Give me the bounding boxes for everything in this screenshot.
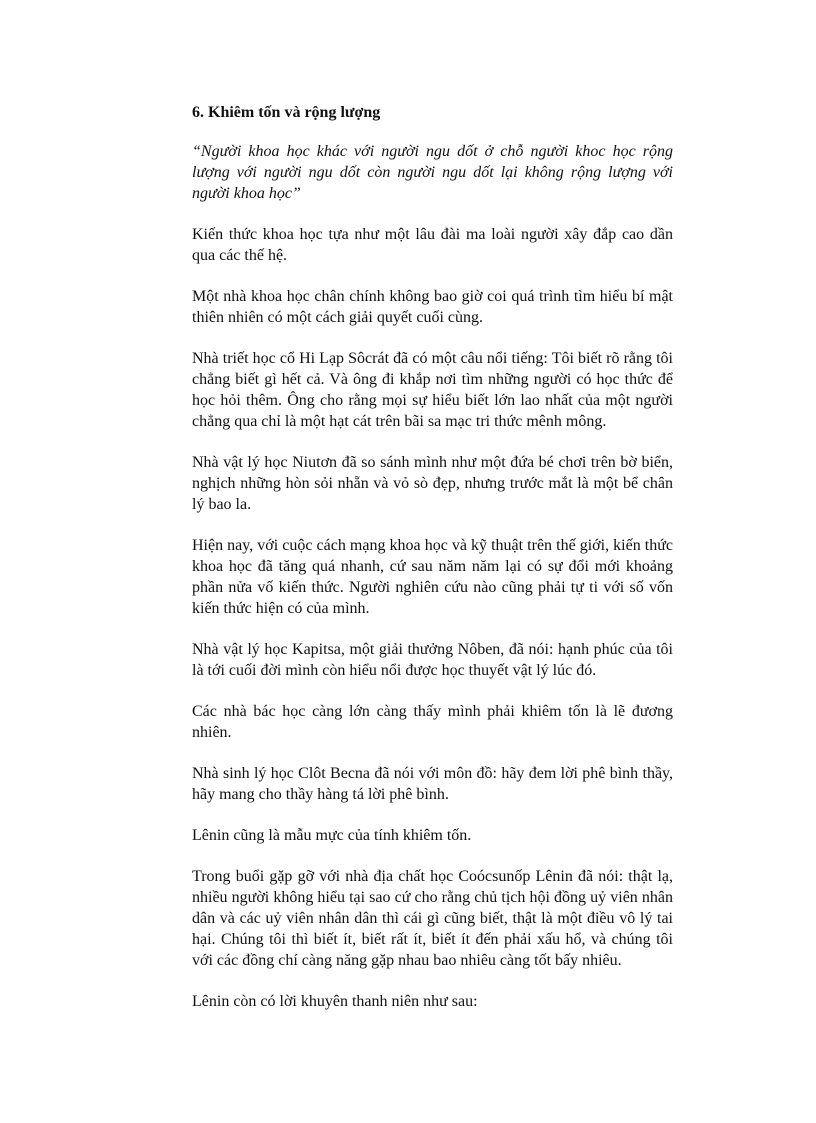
paragraph: Nhà triết học cổ Hi Lạp Sôcrát đã có một câu nổi tiếng: Tôi biết rõ rằng tôi chẳng biết gì hết cả. Và ông đi khắp nơi tìm những người có học thức để học hỏi thêm. Ông cho rằng mọi sự hiểu biết lớn lao nhất của một người chẳng qua chỉ là một hạt cát trên bãi sa mạc tri thức mênh mông.	[192, 350, 673, 430]
document-page	[192, 102, 673, 1032]
epigraph-quote: “Người khoa học khác với người ngu dốt ở chỗ người khoc học rộng lượng với người ngu dốt còn người ngu dốt lại không rộng lượng với người khoa học”	[192, 143, 673, 202]
paragraph: Các nhà bác học càng lớn càng thấy mình phải khiêm tốn là lẽ đương nhiên.	[192, 703, 673, 741]
paragraph: Hiện nay, với cuộc cách mạng khoa học và kỹ thuật trên thế giới, kiến thức khoa học đã tăng quá nhanh, cứ sau năm năm lại có sự đổi mới khoảng phần nửa vố kiến thức. Người nghiên cứu nào cũng phải tự ti với số vốn kiến thức hiện có của mình.	[192, 537, 673, 617]
paragraph: Kiến thức khoa học tựa như một lâu đài ma loài người xây đắp cao dần qua các thế hệ.	[192, 226, 673, 264]
paragraph: Lênin cũng là mẫu mực của tính khiêm tốn.	[192, 827, 472, 844]
paragraph: Trong buổi gặp gỡ với nhà địa chất học Coócsunốp Lênin đã nói: thật lạ, nhiều người không hiểu tại sao cứ cho rằng chủ tịch hội đồng uỷ viên nhân dân và các uỷ viên nhân dân thì cái gì cũng biết, thật là một điều vô lý tai hại. Chúng tôi thì biết ít, biết rất ít, biết ít đến phải xấu hổ, và chúng tôi với các đồng chí càng năng gặp nhau bao nhiêu càng tốt bấy nhiêu.	[192, 868, 673, 969]
section-heading: 6. Khiêm tốn và rộng lượng	[192, 104, 381, 121]
paragraph: Nhà sinh lý học Clôt Becna đã nói với môn đồ: hãy đem lời phê bình thầy, hãy mang cho thầy hàng tá lời phê bình.	[192, 765, 673, 803]
paragraph: Lênin còn có lời khuyên thanh niên như sau:	[192, 993, 478, 1010]
paragraph: Một nhà khoa học chân chính không bao giờ coi quá trình tìm hiểu bí mật thiên nhiên có một cách giải quyết cuối cùng.	[192, 288, 673, 326]
paragraph: Nhà vật lý học Kapitsa, một giải thưởng Nôben, đã nói: hạnh phúc của tôi là tới cuối đời mình còn hiểu nổi được học thuyết vật lý lúc đó.	[192, 641, 673, 679]
paragraph: Nhà vật lý học Niutơn đã so sánh mình như một đứa bé chơi trên bờ biển, nghịch những hòn sỏi nhẵn và vỏ sò đẹp, nhưng trước mắt là một bể chân lý bao la.	[192, 454, 673, 513]
